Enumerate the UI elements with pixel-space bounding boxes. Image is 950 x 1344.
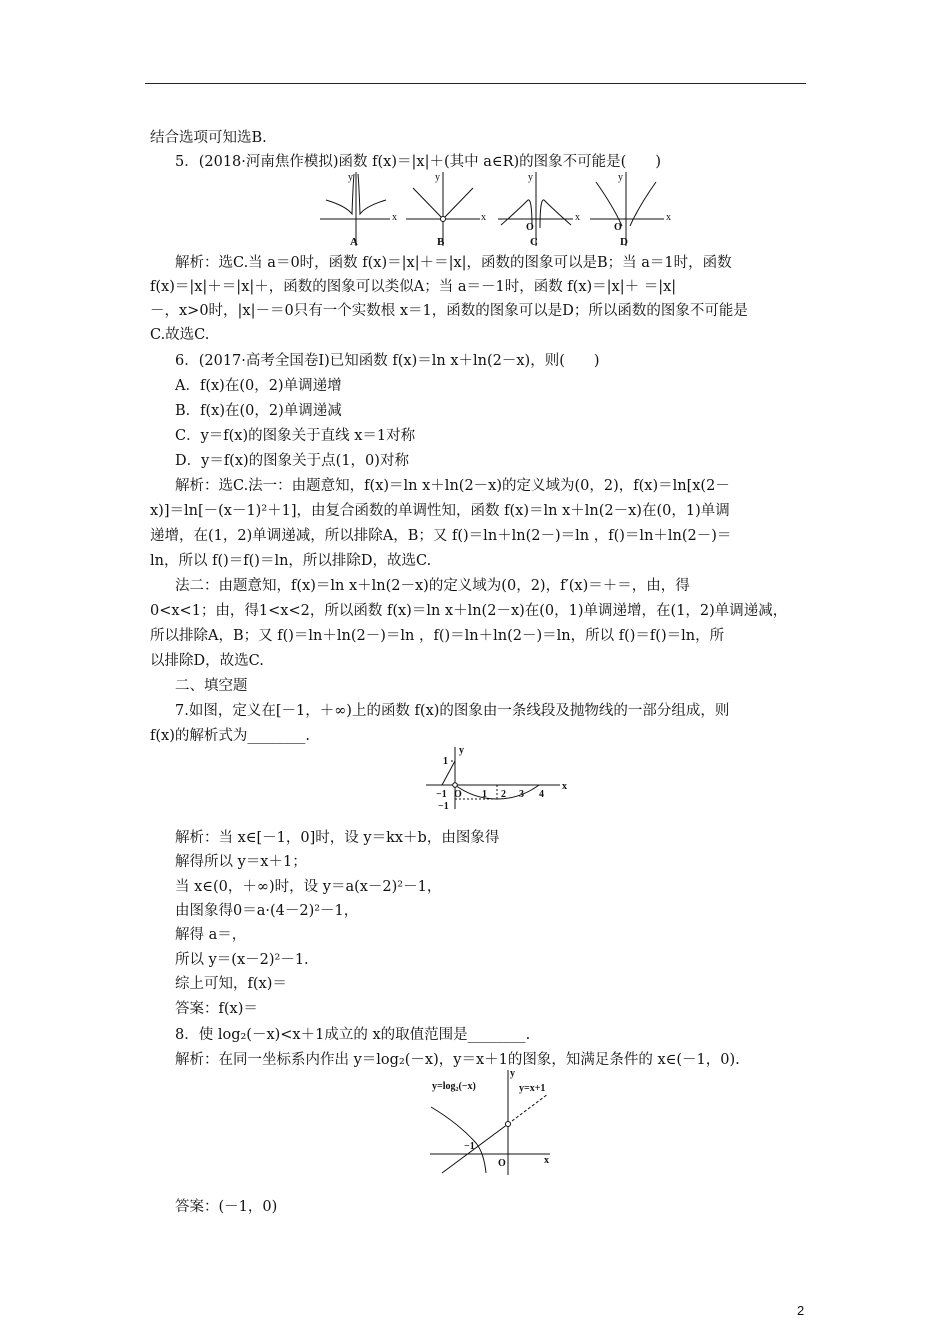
text-line: 解析：在同一坐标系内作出 y＝log₂(－x)，y＝x＋1的图象，知满足条件的 x∈(－1，0). (175, 1052, 740, 1068)
text-line: 解得所以 y＝x＋1； (175, 854, 307, 870)
text-line: 法二：由题意知，f(x)＝ln x＋ln(2－x)的定义域为(0，2)，f′(x)＝＋＝，由，得 (175, 578, 690, 594)
tick-label: −1 (438, 801, 449, 811)
text-line: 所以 y＝(x－2)²－1. (175, 952, 309, 968)
text-line: f(x)的解析式为________. (150, 728, 310, 744)
text-line: 0<x<1；由，得1<x<2，所以函数 f(x)＝ln x＋ln(2－x)在(0，1)单调递增，在(1，2)单调递减， (150, 603, 788, 619)
question-7: 7.如图，定义在[－1，＋∞)上的函数 f(x)的图象由一条线段及抛物线的一部分组成，则 (175, 703, 730, 719)
section-heading: 二、填空题 (175, 678, 248, 694)
option-a: A．f(x)在(0，2)单调递增 (175, 378, 342, 394)
text-line: 结合选项可知选B. (150, 130, 267, 146)
tick-label: −1 (436, 789, 447, 800)
option-label-b: B (437, 236, 445, 248)
tick-label: 4 (539, 789, 544, 800)
text-line: 递增，在(1，2)单调递减，所以排除A，B；又 f()＝ln＋ln(2－)＝ln ，f()＝ln＋ln(2－)＝ (150, 528, 732, 544)
axis-label-y: y (618, 172, 623, 183)
text-line: C.故选C. (150, 327, 210, 343)
text-line: f(x)＝|x|＋＝|x|＋，函数的图象可以类似A；当 a＝－1时，函数 f(x)＝|x|＋ ＝|x| (150, 279, 677, 295)
tick-label: −1 (464, 1141, 475, 1152)
axis-label-x: x (562, 781, 567, 792)
origin-label: O (498, 1158, 506, 1169)
axis-label-x: x (481, 212, 486, 223)
figure-q7-graph (422, 743, 572, 811)
origin-label: O (526, 222, 534, 233)
text-line: 所以排除A，B；又 f()＝ln＋ln(2－)＝ln ，f()＝ln＋ln(2－)＝ln，所以 f()＝f()＝ln，所 (150, 628, 725, 644)
text-line: 解得 a＝， (175, 927, 247, 943)
tick-label: 2 (501, 789, 506, 800)
tick-label: 3 (519, 789, 524, 800)
axis-label-y: y (459, 745, 464, 756)
text-line: 解析：选C.法一：由题意知，f(x)＝ln x＋ln(2－x)的定义域为(0，2)，f(x)＝ln[x(2－ (175, 478, 730, 494)
axis-label-x: x (392, 212, 397, 223)
axis-label-y: y (528, 172, 533, 183)
answer-7: 答案：f(x)＝ (175, 1001, 258, 1017)
tick-label: 1 (443, 756, 448, 767)
answer-8: 答案：(－1，0) (175, 1199, 278, 1215)
text-line: －，x>0时，|x|－＝0只有一个实数根 x＝1，函数的图象可以是D；所以函数的图象不可能是 (150, 303, 748, 319)
axis-label-x: x (666, 212, 671, 223)
option-label-d: D (620, 236, 628, 248)
text-line: ln，所以 f()＝f()＝ln，所以排除D，故选C. (150, 553, 432, 569)
option-d: D．y＝f(x)的图象关于点(1，0)对称 (175, 453, 409, 469)
text-line: 解析：选C.当 a＝0时，函数 f(x)＝|x|＋＝|x|，函数的图象可以是B；当 a＝1时，函数 (175, 255, 732, 271)
header-rule (145, 83, 806, 84)
figure-q8-graph (428, 1067, 568, 1177)
question-6: 6．(2017·高考全国卷Ⅰ)已知函数 f(x)＝ln x＋ln(2－x)，则( ) (175, 353, 600, 369)
option-label-c: C (530, 236, 538, 248)
axis-label-y: y (348, 172, 353, 183)
text-line: 由图象得0＝a·(4－2)²－1， (175, 903, 359, 919)
origin-label: O (614, 222, 622, 233)
text-line: x)]＝ln[－(x－1)²＋1]，由复合函数的单调性知，函数 f(x)＝ln x＋ln(2－x)在(0，1)单调 (150, 503, 730, 519)
axis-label-y: y (510, 1068, 515, 1079)
figure-q5-options (318, 170, 698, 248)
option-c: C．y＝f(x)的图象关于直线 x＝1对称 (175, 428, 416, 444)
text-line: 解析：当 x∈[－1，0]时，设 y＝kx＋b，由图象得 (175, 830, 500, 846)
question-5: 5．(2018·河南焦作模拟)函数 f(x)＝|x|＋(其中 a∈R)的图象不可能是( ) (175, 154, 661, 170)
text-line: 以排除D，故选C. (150, 653, 264, 669)
tick-label: 1 (482, 789, 487, 800)
axis-label-y: y (435, 172, 440, 183)
origin-label: O (454, 789, 462, 800)
option-b: B．f(x)在(0，2)单调递减 (175, 403, 342, 419)
text-line: 当 x∈(0，＋∞)时，设 y＝a(x－2)²－1， (175, 879, 442, 895)
axis-label-x: x (544, 1155, 549, 1166)
axis-label-x: x (575, 212, 580, 223)
page-number: 2 (797, 1303, 805, 1318)
option-label-a: A (350, 236, 358, 248)
text-line: 综上可知，f(x)＝ (175, 976, 287, 992)
curve-label: y=log₂(−x) (432, 1081, 476, 1092)
line-label: y=x+1 (519, 1083, 546, 1094)
question-8: 8．使 log₂(－x)<x＋1成立的 x的取值范围是________. (175, 1027, 531, 1043)
